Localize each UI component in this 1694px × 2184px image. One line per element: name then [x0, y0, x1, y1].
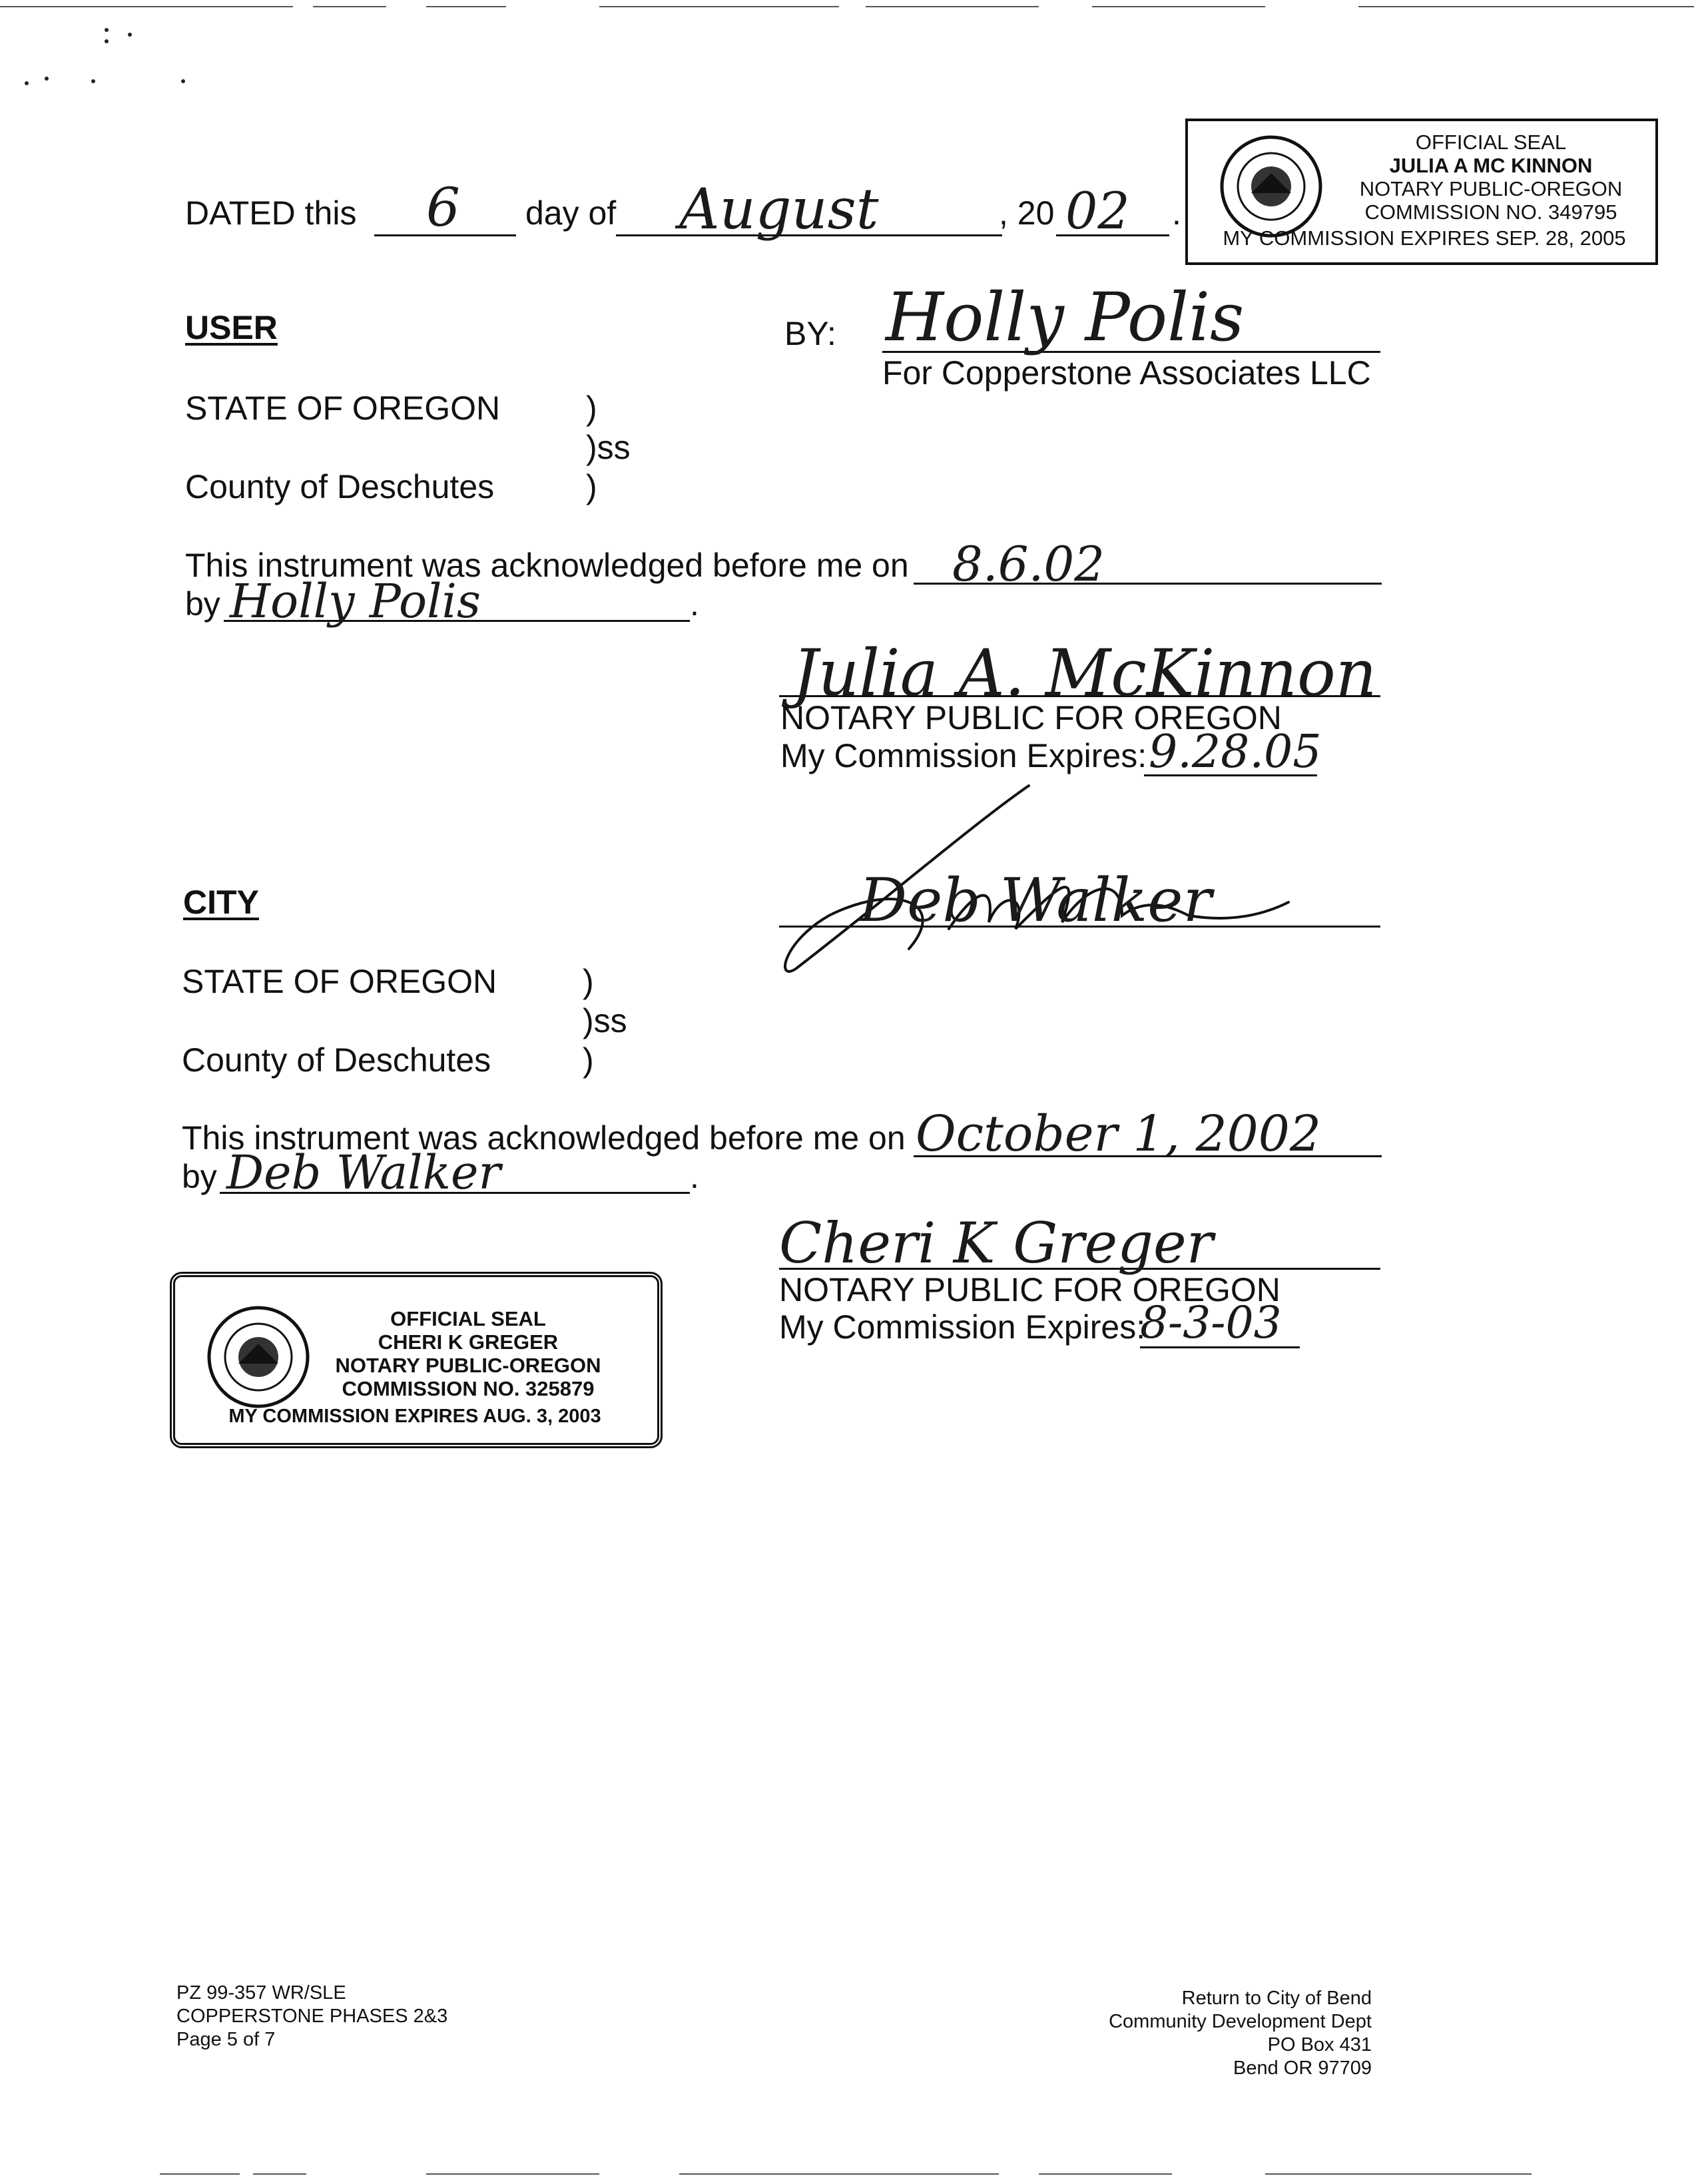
seal-top-line5: MY COMMISSION EXPIRES SEP. 28, 2005	[1223, 226, 1626, 250]
user-signature: Holly Polis	[886, 278, 1245, 356]
dated-year: 02	[1065, 181, 1130, 240]
scan-artifacts-top	[0, 0, 1694, 93]
user-period: .	[690, 585, 699, 623]
official-seal-top	[1185, 119, 1658, 265]
city-notary-signature: Cheri K Greger	[779, 1211, 1213, 1276]
oregon-seal-emblem-icon	[205, 1304, 312, 1410]
city-by: by	[182, 1158, 217, 1195]
oregon-seal-emblem-icon	[1218, 133, 1324, 240]
city-notary-title: NOTARY PUBLIC FOR OREGON	[779, 1271, 1280, 1308]
dated-year-prefix: , 20	[999, 194, 1055, 232]
user-state: STATE OF OREGON	[185, 390, 501, 427]
city-ack: This instrument was acknowledged before me on	[182, 1119, 906, 1157]
footer-right-line1: Return to City of Bend	[1181, 1988, 1372, 2009]
city-ss: )ss	[583, 1002, 627, 1039]
footer-right-line4: Bend OR 97709	[1233, 2057, 1372, 2079]
user-paren2: )	[586, 468, 597, 505]
user-commission-date: 9.28.05	[1149, 726, 1322, 778]
city-commission-label: My Commission Expires:	[779, 1308, 1146, 1346]
seal-top-line4: COMMISSION NO. 349795	[1364, 200, 1617, 224]
user-notary-signature: Julia A. McKinnon	[792, 636, 1377, 710]
user-county: County of Deschutes	[185, 468, 495, 505]
seal-top-line2: JULIA A MC KINNON	[1389, 154, 1593, 177]
seal-bottom-line4: COMMISSION NO. 325879	[342, 1377, 595, 1400]
footer-left-line1: PZ 99-357 WR/SLE	[176, 1982, 346, 2004]
user-notary-title: NOTARY PUBLIC FOR OREGON	[780, 699, 1282, 736]
dated-day: 6	[426, 176, 460, 238]
seal-bottom-line2: CHERI K GREGER	[378, 1330, 559, 1354]
user-ack: This instrument was acknowledged before me on	[185, 547, 909, 584]
user-ack-date: 8.6.02	[952, 536, 1105, 592]
seal-top-line1: OFFICIAL SEAL	[1415, 131, 1567, 154]
city-paren2: )	[583, 1041, 594, 1079]
user-paren1: )	[586, 390, 597, 427]
city-state: STATE OF OREGON	[182, 963, 497, 1000]
user-signer: For Copperstone Associates LLC	[882, 354, 1371, 392]
dated-month: August	[679, 176, 879, 242]
city-by-name: Deb Walker	[226, 1145, 501, 1200]
seal-top-line3: NOTARY PUBLIC-OREGON	[1359, 177, 1623, 200]
dated-end: .	[1172, 194, 1181, 232]
footer-right-line2: Community Development Dept	[1109, 2011, 1372, 2032]
scan-artifacts-bottom	[0, 2164, 1694, 2184]
city-heading: CITY	[183, 884, 259, 921]
footer-left-line2: COPPERSTONE PHASES 2&3	[176, 2006, 448, 2027]
seal-bottom-line3: NOTARY PUBLIC-OREGON	[335, 1354, 601, 1377]
seal-bottom-line1: OFFICIAL SEAL	[390, 1307, 546, 1330]
user-commission-label: My Commission Expires:	[780, 737, 1147, 774]
city-commission-date: 8-3-03	[1140, 1297, 1282, 1348]
city-signature: Deb Walker	[859, 866, 1212, 936]
user-by: by	[185, 585, 220, 623]
city-period: .	[690, 1158, 699, 1195]
user-ss: )ss	[586, 429, 631, 466]
footer-right-line3: PO Box 431	[1267, 2034, 1372, 2055]
city-paren1: )	[583, 963, 594, 1000]
city-ack-date: October 1, 2002	[916, 1105, 1321, 1163]
official-seal-bottom	[170, 1272, 663, 1448]
user-heading: USER	[185, 309, 278, 346]
footer-left-line3: Page 5 of 7	[176, 2029, 276, 2050]
dated-middle: day of	[525, 194, 617, 232]
city-county: County of Deschutes	[182, 1041, 491, 1079]
dated-prefix: DATED this	[185, 194, 357, 232]
user-by-name: Holly Polis	[230, 574, 481, 629]
seal-bottom-line5: MY COMMISSION EXPIRES AUG. 3, 2003	[228, 1406, 601, 1427]
user-by-label: BY:	[784, 315, 836, 352]
